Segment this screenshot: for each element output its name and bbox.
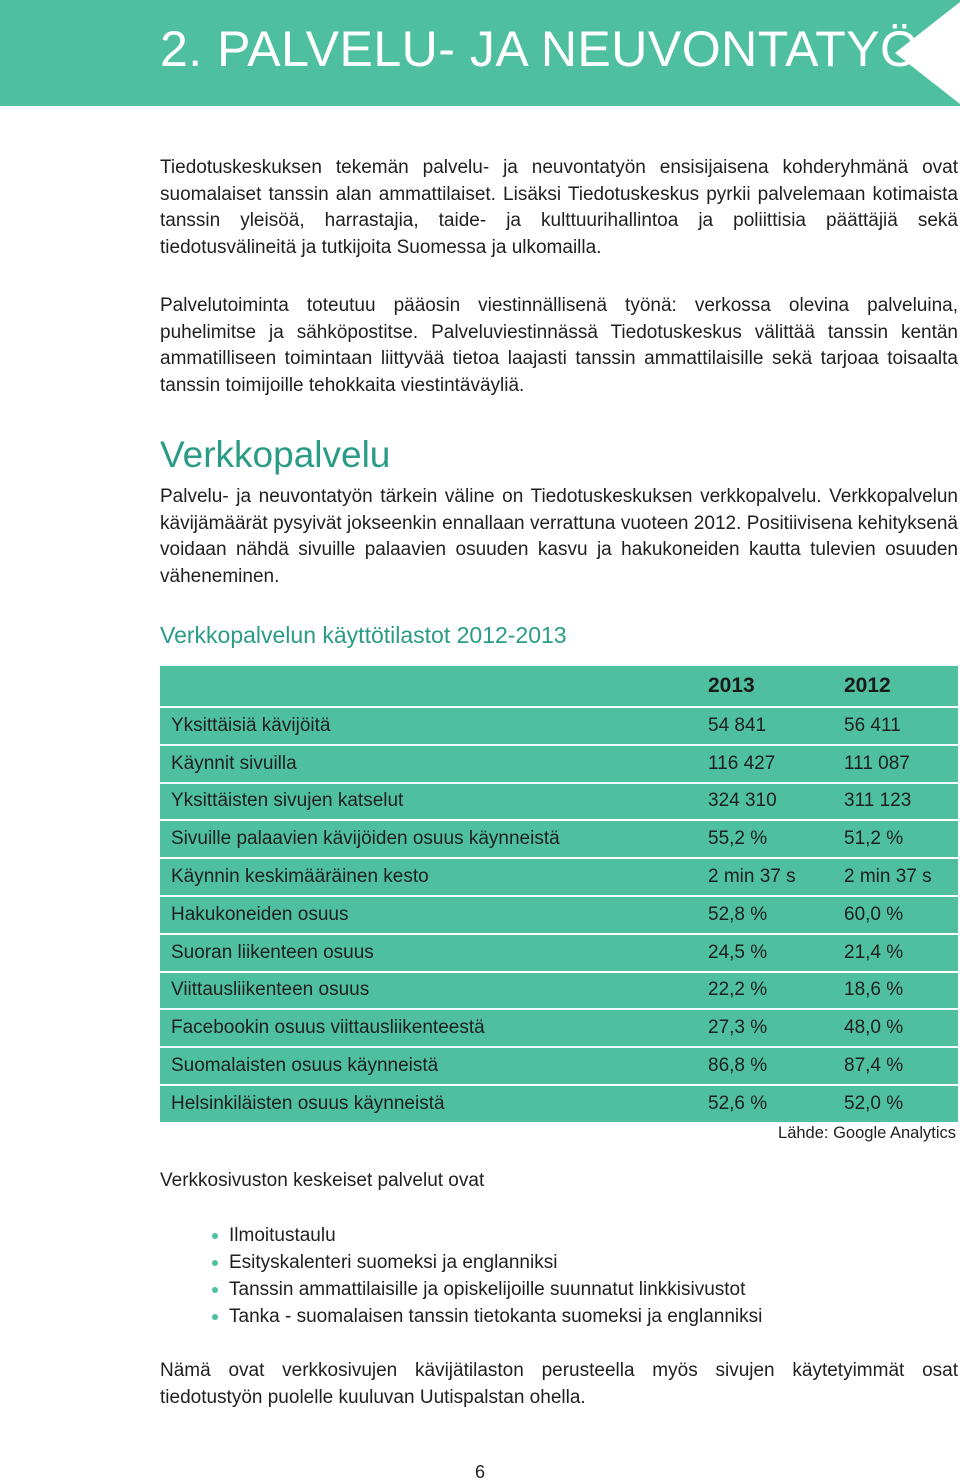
section-heading-verkkopalvelu: Verkkopalvelu [160,434,391,475]
row-value-2013: 55,2 % [708,821,844,859]
bullet-icon [212,1260,218,1266]
bullet-icon [212,1314,218,1320]
row-value-2012: 56 411 [844,708,958,746]
stats-header-row [160,666,958,708]
table-row [160,1086,958,1124]
stats-table [160,666,958,1124]
stats-heading: Verkkopalvelun käyttötilastot 2012-2013 [160,622,567,648]
list-item [160,1303,762,1330]
row-value-2013: 52,6 % [708,1086,844,1124]
list-item-text: Tanka - suomalaisen tanssin tietokanta suomeksi ja englanniksi [229,1306,763,1327]
row-value-2013: 86,8 % [708,1048,844,1086]
row-label: Viittausliikenteen osuus [160,973,708,1011]
row-value-2012: 51,2 % [844,821,958,859]
table-row [160,746,958,784]
page-number: 6 [474,1462,485,1482]
bullet-icon [212,1233,218,1239]
row-label: Käynnit sivuilla [160,746,708,784]
table-row [160,1010,958,1048]
intro-paragraph-2: Palvelutoiminta toteutuu pääosin viestinnällisenä työnä: verkossa olevina palveluina, puhelimitse ja sähköpostitse. Palveluviestinnässä Tiedotuskeskus välittää tanssin kentän ammatilliseen toimintaan liittyvää tietoa laajasti tanssin ammattilaisille sekä tarjoaa toisaalta tanssin toimijoille tehokkaita viestintäväyliä. [160,295,958,396]
page-title: 2. PALVELU- JA NEUVONTATYÖ [160,21,920,77]
row-label: Facebookin osuus viittausliikenteestä [160,1010,708,1048]
row-value-2012: 18,6 % [844,973,958,1011]
stats-header-2012: 2012 [844,666,958,708]
table-row [160,973,958,1011]
row-value-2012: 52,0 % [844,1086,958,1124]
table-row [160,859,958,897]
row-label: Suomalaisten osuus käynneistä [160,1048,708,1086]
row-value-2013: 54 841 [708,708,844,746]
header-banner [0,0,960,106]
intro-paragraph-1: Tiedotuskeskuksen tekemän palvelu- ja neuvontatyön ensisijaisena kohderyhmänä ovat suomalaiset tanssin alan ammattilaiset. Lisäksi Tiedotuskeskus pyrkii palvelemaan kotimaista tanssin yleisöä, harrastajia, taide- ja kulttuurihallintoa ja poliittisia päättäjiä sekä tiedotusvälineitä ja tutkijoita Suomessa ja ulkomailla. [160,157,958,258]
row-value-2013: 52,8 % [708,897,844,935]
row-value-2012: 48,0 % [844,1010,958,1048]
bullet-icon [212,1287,218,1293]
row-label: Yksittäisten sivujen katselut [160,784,708,822]
table-row [160,784,958,822]
row-value-2012: 21,4 % [844,935,958,973]
services-intro: Verkkosivuston keskeiset palvelut ovat [160,1170,485,1191]
row-label: Helsinkiläisten osuus käynneistä [160,1086,708,1124]
table-row [160,1048,958,1086]
verkkopalvelu-paragraph: Palvelu- ja neuvontatyön tärkein väline on Tiedotuskeskuksen verkkopalvelu. Verkkopalvelun kävijämäärät pysyivät jokseenkin ennallaan verrattuna vuoteen 2012. Positiivisena kehityksenä voidaan nähdä sivuille palaavien osuuden kasvu ja hakukoneiden kautta tulevien osuuden väheneminen. [160,486,958,587]
table-row [160,897,958,935]
row-value-2013: 22,2 % [708,973,844,1011]
row-value-2012: 111 087 [844,746,958,784]
stats-header-label [160,666,708,708]
list-item-text: Ilmoitustaulu [229,1225,336,1246]
table-row [160,935,958,973]
row-value-2013: 2 min 37 s [708,859,844,897]
stats-header-2013: 2013 [708,666,844,708]
list-item [160,1249,762,1276]
row-value-2013: 324 310 [708,784,844,822]
row-value-2013: 116 427 [708,746,844,784]
row-label: Suoran liikenteen osuus [160,935,708,973]
row-value-2012: 60,0 % [844,897,958,935]
row-value-2012: 87,4 % [844,1048,958,1086]
list-item-text: Tanssin ammattilaisille ja opiskelijoille suunnatut linkkisivustot [229,1279,746,1300]
services-list [160,1222,762,1330]
row-label: Yksittäisiä kävijöitä [160,708,708,746]
row-label: Käynnin keskimääräinen kesto [160,859,708,897]
stats-source: Lähde: Google Analytics [778,1124,956,1142]
table-row [160,708,958,746]
row-value-2012: 311 123 [844,784,958,822]
row-value-2013: 27,3 % [708,1010,844,1048]
list-item [160,1276,762,1303]
row-label: Hakukoneiden osuus [160,897,708,935]
row-value-2012: 2 min 37 s [844,859,958,897]
row-value-2013: 24,5 % [708,935,844,973]
list-item [160,1222,762,1249]
closing-paragraph: Nämä ovat verkkosivujen kävijätilaston perusteella myös sivujen käytetyimmät osat tiedotustyön puolelle kuuluvan Uutispalstan ohella. [160,1360,958,1408]
row-label: Sivuille palaavien kävijöiden osuus käynneistä [160,821,708,859]
table-row [160,821,958,859]
list-item-text: Esityskalenteri suomeksi ja englanniksi [229,1252,558,1273]
